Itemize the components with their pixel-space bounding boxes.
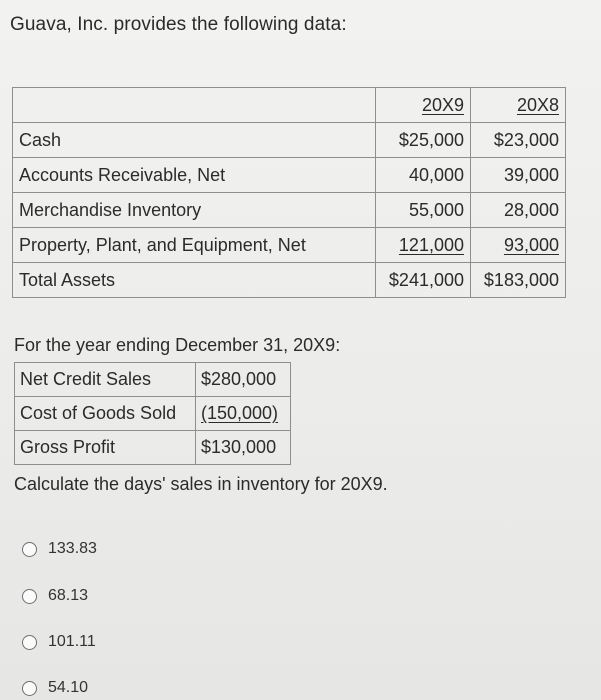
option-label: 133.83 xyxy=(48,540,97,557)
value-20x8: 28,000 xyxy=(471,193,566,228)
value-20x8: 39,000 xyxy=(471,158,566,193)
value-20x9: 121,000 xyxy=(376,228,471,263)
value-20x8: 93,000 xyxy=(471,228,566,263)
table-row-total xyxy=(13,263,566,298)
answer-option-4[interactable] xyxy=(22,679,88,697)
table-row xyxy=(15,431,291,465)
header-20x8: 20X8 xyxy=(471,88,566,123)
table-row xyxy=(13,228,566,263)
radio-button[interactable] xyxy=(22,681,37,696)
value-20x9: $25,000 xyxy=(376,123,471,158)
row-label: Gross Profit xyxy=(15,431,196,465)
row-label: Cost of Goods Sold xyxy=(15,397,196,431)
row-label: Total Assets xyxy=(13,263,376,298)
answer-option-2[interactable] xyxy=(22,587,88,605)
intro-text: Guava, Inc. provides the following data: xyxy=(10,14,347,35)
radio-button[interactable] xyxy=(22,635,37,650)
row-label: Net Credit Sales xyxy=(15,363,196,397)
row-label: Merchandise Inventory xyxy=(13,193,376,228)
answer-option-1[interactable] xyxy=(22,540,97,558)
table-row xyxy=(13,158,566,193)
header-20x9: 20X9 xyxy=(376,88,471,123)
row-label: Cash xyxy=(13,123,376,158)
income-table xyxy=(14,362,291,465)
row-value: $130,000 xyxy=(196,431,291,465)
question-text: Calculate the days' sales in inventory for 20X9. xyxy=(14,474,388,494)
table-header-row xyxy=(13,88,566,123)
value-20x9: 55,000 xyxy=(376,193,471,228)
row-value: (150,000) xyxy=(196,397,291,431)
value-20x8: $183,000 xyxy=(471,263,566,298)
value-20x8: $23,000 xyxy=(471,123,566,158)
table-row xyxy=(13,123,566,158)
table-row xyxy=(15,397,291,431)
value-20x9: 40,000 xyxy=(376,158,471,193)
header-blank xyxy=(13,88,376,123)
table-row xyxy=(15,363,291,397)
radio-button[interactable] xyxy=(22,589,37,604)
row-value: $280,000 xyxy=(196,363,291,397)
period-caption: For the year ending December 31, 20X9: xyxy=(14,335,341,355)
option-label: 101.11 xyxy=(48,633,96,650)
radio-button[interactable] xyxy=(22,542,37,557)
table-row xyxy=(13,193,566,228)
row-label: Accounts Receivable, Net xyxy=(13,158,376,193)
value-20x9: $241,000 xyxy=(376,263,471,298)
balance-sheet-table xyxy=(12,87,566,298)
option-label: 54.10 xyxy=(48,679,89,696)
answer-option-3[interactable] xyxy=(22,633,96,651)
option-label: 68.13 xyxy=(48,587,89,604)
row-label: Property, Plant, and Equipment, Net xyxy=(13,228,376,263)
